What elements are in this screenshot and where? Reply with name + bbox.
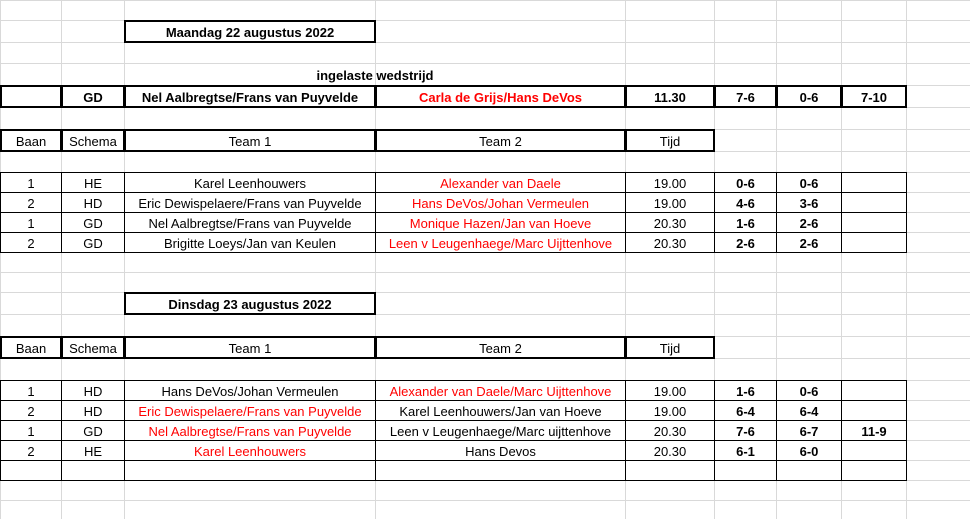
day2-header-team-2[interactable]: Team 2 bbox=[375, 336, 626, 359]
day1-match-2-set-1[interactable]: 4-6 bbox=[714, 192, 777, 213]
day1-match-2-team-1[interactable]: Eric Dewispelaere/Frans van Puyvelde bbox=[124, 192, 376, 213]
extra-match-tijd[interactable]: 11.30 bbox=[625, 85, 715, 108]
extra-match-label[interactable]: ingelaste wedstrijd bbox=[316, 67, 434, 83]
day1-match-3-schema[interactable]: GD bbox=[61, 212, 125, 233]
day2-match-1-team-2[interactable]: Alexander van Daele/Marc Uijttenhove bbox=[375, 380, 626, 401]
day1-match-2-baan[interactable]: 2 bbox=[0, 192, 62, 213]
day2-match-4-set-3[interactable] bbox=[841, 440, 907, 461]
day2-match-1-schema[interactable]: HD bbox=[61, 380, 125, 401]
day2-match-1-set-3[interactable] bbox=[841, 380, 907, 401]
day1-header-tijd[interactable]: Tijd bbox=[625, 129, 715, 152]
day2-match-4-team-1[interactable]: Karel Leenhouwers bbox=[124, 440, 376, 461]
day2-header-schema[interactable]: Schema bbox=[61, 336, 125, 359]
extra-match-set-1[interactable]: 7-6 bbox=[714, 85, 777, 108]
empty-row-cell[interactable] bbox=[776, 460, 842, 481]
empty-row-cell[interactable] bbox=[375, 460, 626, 481]
day1-match-4-set-3[interactable] bbox=[841, 232, 907, 253]
day1-match-4-set-2[interactable]: 2-6 bbox=[776, 232, 842, 253]
empty-row-cell[interactable] bbox=[124, 460, 376, 481]
day1-match-1-set-3[interactable] bbox=[841, 172, 907, 193]
day2-match-2-tijd[interactable]: 19.00 bbox=[625, 400, 715, 421]
day2-match-3-set-2[interactable]: 6-7 bbox=[776, 420, 842, 441]
day2-match-3-team-2[interactable]: Leen v Leugenhaege/Marc uijttenhove bbox=[375, 420, 626, 441]
day1-match-1-team-1[interactable]: Karel Leenhouwers bbox=[124, 172, 376, 193]
day1-match-4-baan[interactable]: 2 bbox=[0, 232, 62, 253]
day2-match-1-set-1[interactable]: 1-6 bbox=[714, 380, 777, 401]
day2-match-4-schema[interactable]: HE bbox=[61, 440, 125, 461]
day2-match-4-set-2[interactable]: 6-0 bbox=[776, 440, 842, 461]
empty-row-cell[interactable] bbox=[0, 460, 62, 481]
day1-match-1-baan[interactable]: 1 bbox=[0, 172, 62, 193]
empty-row-cell[interactable] bbox=[625, 460, 715, 481]
day1-header-schema[interactable]: Schema bbox=[61, 129, 125, 152]
day2-match-2-schema[interactable]: HD bbox=[61, 400, 125, 421]
day2-match-3-baan[interactable]: 1 bbox=[0, 420, 62, 441]
day1-match-2-set-2[interactable]: 3-6 bbox=[776, 192, 842, 213]
day2-match-1-tijd[interactable]: 19.00 bbox=[625, 380, 715, 401]
day2-match-1-team-1[interactable]: Hans DeVos/Johan Vermeulen bbox=[124, 380, 376, 401]
empty-row-cell[interactable] bbox=[61, 460, 125, 481]
day1-match-4-set-1[interactable]: 2-6 bbox=[714, 232, 777, 253]
day2-match-1-set-2[interactable]: 0-6 bbox=[776, 380, 842, 401]
day1-match-1-tijd[interactable]: 19.00 bbox=[625, 172, 715, 193]
empty-row-cell[interactable] bbox=[841, 460, 907, 481]
day2-match-4-team-2[interactable]: Hans Devos bbox=[375, 440, 626, 461]
day2-header-team-1[interactable]: Team 1 bbox=[124, 336, 376, 359]
day1-match-3-set-3[interactable] bbox=[841, 212, 907, 233]
extra-match-set-2[interactable]: 0-6 bbox=[776, 85, 842, 108]
day1-match-3-baan[interactable]: 1 bbox=[0, 212, 62, 233]
day1-match-4-team-2[interactable]: Leen v Leugenhaege/Marc Uijttenhove bbox=[375, 232, 626, 253]
day2-header-baan[interactable]: Baan bbox=[0, 336, 62, 359]
extra-match-set-3[interactable]: 7-10 bbox=[841, 85, 907, 108]
day1-title[interactable]: Maandag 22 augustus 2022 bbox=[124, 20, 376, 43]
day2-match-3-set-3[interactable]: 11-9 bbox=[841, 420, 907, 441]
day1-match-4-team-1[interactable]: Brigitte Loeys/Jan van Keulen bbox=[124, 232, 376, 253]
day2-match-4-tijd[interactable]: 20.30 bbox=[625, 440, 715, 461]
extra-match-schema[interactable]: GD bbox=[61, 85, 125, 108]
extra-match-baan[interactable] bbox=[0, 85, 62, 108]
empty-row-cell[interactable] bbox=[714, 460, 777, 481]
day1-match-1-set-2[interactable]: 0-6 bbox=[776, 172, 842, 193]
day1-match-3-set-2[interactable]: 2-6 bbox=[776, 212, 842, 233]
day2-match-4-baan[interactable]: 2 bbox=[0, 440, 62, 461]
day1-match-2-set-3[interactable] bbox=[841, 192, 907, 213]
day2-match-3-tijd[interactable]: 20.30 bbox=[625, 420, 715, 441]
day1-match-2-tijd[interactable]: 19.00 bbox=[625, 192, 715, 213]
day2-match-3-team-1[interactable]: Nel Aalbregtse/Frans van Puyvelde bbox=[124, 420, 376, 441]
day2-match-2-set-2[interactable]: 6-4 bbox=[776, 400, 842, 421]
day1-match-1-team-2[interactable]: Alexander van Daele bbox=[375, 172, 626, 193]
day2-match-4-set-1[interactable]: 6-1 bbox=[714, 440, 777, 461]
extra-match-team-2[interactable]: Carla de Grijs/Hans DeVos bbox=[375, 85, 626, 108]
day2-match-2-set-3[interactable] bbox=[841, 400, 907, 421]
day1-match-2-schema[interactable]: HD bbox=[61, 192, 125, 213]
day1-match-4-schema[interactable]: GD bbox=[61, 232, 125, 253]
day2-match-1-baan[interactable]: 1 bbox=[0, 380, 62, 401]
day1-match-4-tijd[interactable]: 20.30 bbox=[625, 232, 715, 253]
day2-match-2-set-1[interactable]: 6-4 bbox=[714, 400, 777, 421]
day2-match-2-baan[interactable]: 2 bbox=[0, 400, 62, 421]
day2-header-tijd[interactable]: Tijd bbox=[625, 336, 715, 359]
day1-header-team-1[interactable]: Team 1 bbox=[124, 129, 376, 152]
day1-match-3-tijd[interactable]: 20.30 bbox=[625, 212, 715, 233]
day1-match-3-team-1[interactable]: Nel Aalbregtse/Frans van Puyvelde bbox=[124, 212, 376, 233]
day2-match-3-schema[interactable]: GD bbox=[61, 420, 125, 441]
day2-match-2-team-2[interactable]: Karel Leenhouwers/Jan van Hoeve bbox=[375, 400, 626, 421]
day1-match-3-set-1[interactable]: 1-6 bbox=[714, 212, 777, 233]
extra-match-team-1[interactable]: Nel Aalbregtse/Frans van Puyvelde bbox=[124, 85, 376, 108]
day2-match-3-set-1[interactable]: 7-6 bbox=[714, 420, 777, 441]
day1-match-3-team-2[interactable]: Monique Hazen/Jan van Hoeve bbox=[375, 212, 626, 233]
day2-match-2-team-1[interactable]: Eric Dewispelaere/Frans van Puyvelde bbox=[124, 400, 376, 421]
day1-header-team-2[interactable]: Team 2 bbox=[375, 129, 626, 152]
day2-title[interactable]: Dinsdag 23 augustus 2022 bbox=[124, 292, 376, 315]
day1-match-1-schema[interactable]: HE bbox=[61, 172, 125, 193]
day1-match-2-team-2[interactable]: Hans DeVos/Johan Vermeulen bbox=[375, 192, 626, 213]
day1-header-baan[interactable]: Baan bbox=[0, 129, 62, 152]
day1-match-1-set-1[interactable]: 0-6 bbox=[714, 172, 777, 193]
